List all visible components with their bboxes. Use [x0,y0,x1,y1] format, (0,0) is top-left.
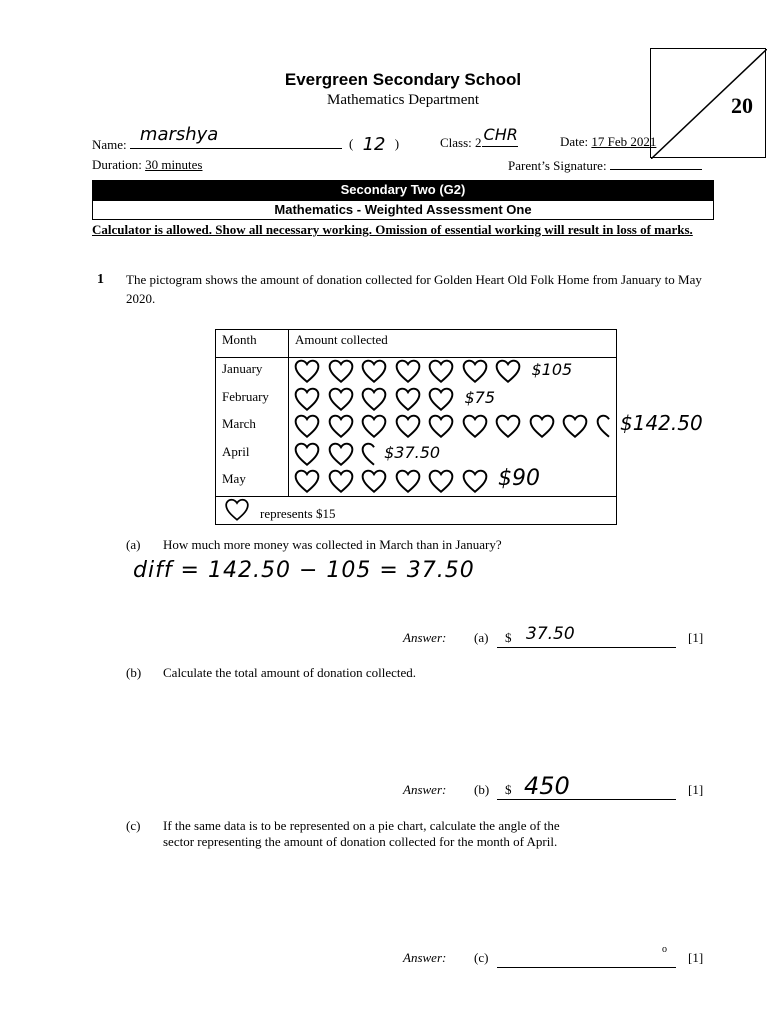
pictogram-annotation-february: $75 [464,387,496,407]
header-month: Month [222,332,257,347]
heart-icon [561,414,589,444]
heart-icon [394,469,422,499]
heart-icon [494,359,522,389]
answer-b-part: (b) [474,782,490,797]
register-close: ) [394,136,400,151]
class-value: CHR [483,125,518,144]
score-value: 20 [731,93,753,118]
question-number: 1 [97,272,104,287]
heart-icon [461,359,489,389]
duration-field [92,157,203,173]
column-divider [288,330,289,497]
assessment-banner: Mathematics - Weighted Assessment One [92,200,714,220]
heart-icon [494,414,522,444]
part-a-working: diff = 142.50 − 105 = 37.50 [133,558,475,583]
answer-b-line [497,799,676,800]
duration-label: Duration: [92,157,142,172]
name-value: marshya [139,124,219,145]
class-label: Class: 2 [440,135,482,150]
heart-icon [394,387,422,417]
pictogram-annotation-january: $105 [531,360,573,379]
answer-c-line [497,967,676,968]
answer-b-currency: $ [505,782,512,797]
signature-field [508,157,702,174]
heart-icon [427,469,455,499]
heart-icon [360,387,388,417]
heart-icon [461,414,489,444]
pictogram-annotation-march: $142.50 [620,411,703,435]
pictogram-month-may: May [222,471,246,486]
name-field [92,124,342,153]
heart-icon [327,442,355,472]
class-line [482,125,518,147]
heart-icon [360,414,388,444]
pictogram-annotation-april: $37.50 [384,442,441,462]
header-amount: Amount collected [295,332,388,347]
pictogram-table [215,329,703,525]
heart-icon [427,414,455,444]
school-name: Evergreen Secondary School [284,70,522,89]
name-label: Name: [92,137,127,152]
answer-a-part: (a) [474,630,489,645]
half-heart-icon [595,414,623,444]
answer-a-marks: [1] [688,630,704,645]
date-label: Date: [560,134,589,149]
answer-a-line [497,647,676,648]
part-c-label: (c) [126,818,141,833]
heart-icon [327,414,355,444]
part-c-text-line2: sector representing the amount of donation collected for the month of April. [163,834,558,849]
heart-icon [327,469,355,499]
part-b-text: Calculate the total amount of donation collected. [163,665,417,680]
heart-icon [394,359,422,389]
pictogram-month-april: April [222,443,250,459]
answer-c-marks: [1] [688,950,704,965]
question-text: The pictogram shows the amount of donation collected for Golden Heart Old Folk Home from January to May 2020. [126,272,702,306]
answer-a-currency: $ [505,630,512,645]
heart-icon [293,414,321,444]
date-value: 17 Feb 2021 [591,134,657,149]
heart-icon [427,387,455,417]
signature-line [610,157,702,170]
pictogram-month-march: March [222,416,256,431]
answer-b-value: 450 [524,772,570,800]
level-banner: Secondary Two (G2) [92,180,714,200]
pictogram-month-january: January [222,361,263,376]
date-field [560,134,656,150]
answer-b-label: Answer: [403,782,447,797]
heart-icon [293,442,321,472]
duration-value: 30 minutes [145,157,203,172]
department-name: Mathematics Department [326,92,480,108]
class-field [440,125,518,151]
heart-icon [293,469,321,499]
key-heart-icon [224,498,250,527]
pictogram-month-february: February [222,388,269,404]
heart-icon [360,359,388,389]
part-b-label: (b) [126,665,142,680]
register-field [349,132,409,153]
answer-c-label: Answer: [403,950,447,965]
register-value: 12 [362,134,386,155]
heart-icon [360,469,388,499]
heart-icon [394,414,422,444]
instructions: Calculator is allowed. Show all necessary working. Omission of essential working will result in loss of marks. [92,222,693,237]
heart-icon [427,359,455,389]
answer-b-marks: [1] [688,782,704,797]
answer-c-part: (c) [474,950,489,965]
heart-icon [293,387,321,417]
answer-a-label: Answer: [403,630,447,645]
header-divider [216,357,616,358]
part-a-text: How much more money was collected in March than in January? [163,537,502,552]
heart-icon [327,387,355,417]
answer-a-value: 37.50 [526,624,575,644]
signature-label: Parent’s Signature: [508,158,607,173]
heart-icon [528,414,556,444]
answer-c-degree: o [662,944,667,955]
name-line [130,124,342,149]
register-open: ( [349,136,354,151]
part-a-label: (a) [126,537,141,552]
key-text: represents $15 [260,506,336,521]
heart-icon [327,359,355,389]
heart-icon [293,359,321,389]
part-c-text-line1: If the same data is to be represented on a pie chart, calculate the angle of the [163,818,560,833]
heart-icon [461,469,489,499]
pictogram-annotation-may: $90 [498,466,540,491]
